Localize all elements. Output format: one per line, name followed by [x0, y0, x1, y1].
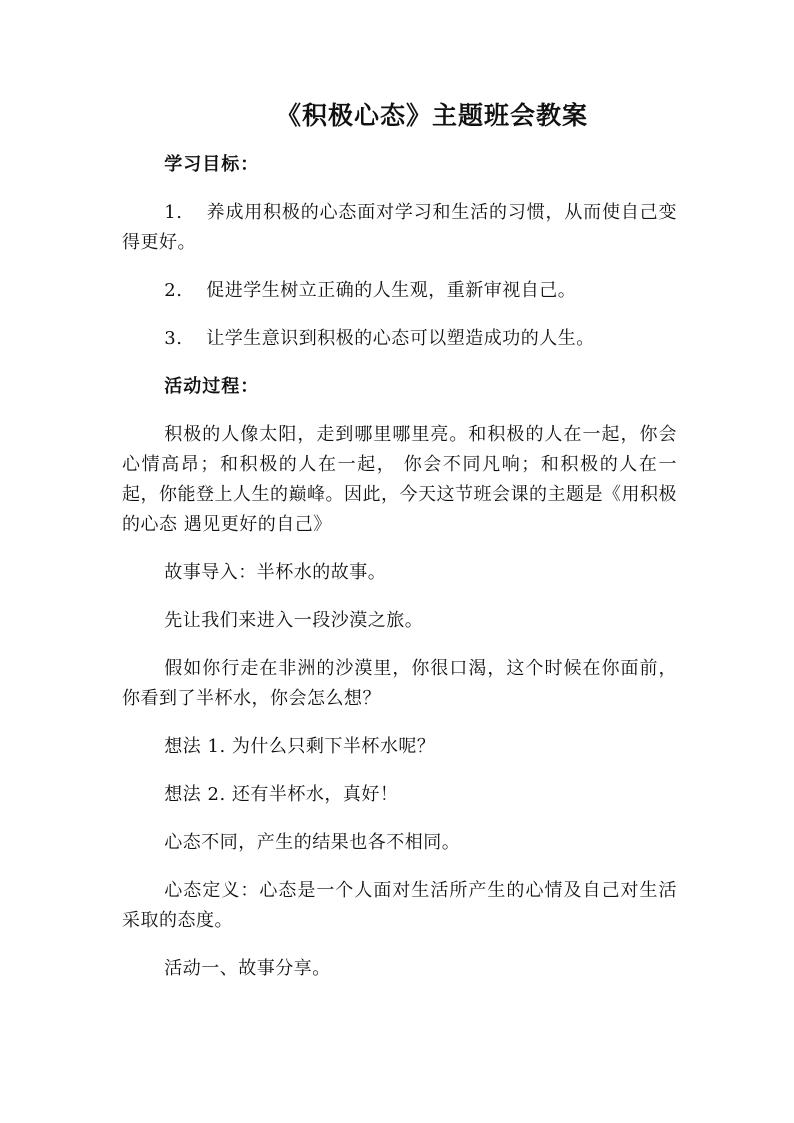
body-paragraph: 故事导入：半杯水的故事。: [164, 562, 387, 583]
body-paragraph: 想法 2. 还有半杯水，真好！: [164, 784, 399, 805]
goal-number: 2.: [164, 280, 183, 301]
body-paragraph: 心态定义：心态是一个人面对生活所产生的心情及自己对生活采取的态度。: [122, 880, 677, 931]
goal-item: [122, 276, 677, 306]
body-paragraph: 先让我们来进入一段沙漠之旅。: [164, 610, 424, 631]
body-paragraph: 心态不同，产生的结果也各不相同。: [164, 832, 461, 853]
body-paragraph: 积极的人像太阳，走到哪里哪里亮。和积极的人在一起，你会心情高昂；和积极的人在一起， 你会不同凡响；和积极的人在一起，你能登上人生的巅峰。因此，今天这节班会课的主题是《用积极的心态 遇见更好的自己》: [122, 424, 677, 535]
goal-number: 1.: [164, 202, 183, 223]
goal-text: 促进学生树立正确的人生观，重新审视自己。: [206, 280, 577, 301]
goal-text: 养成用积极的心态面对学习和生活的习惯，从而使自己变得更好。: [122, 202, 677, 253]
body-paragraph: 活动一、故事分享。: [164, 958, 331, 979]
goal-number: 3.: [164, 328, 183, 349]
body-paragraph: 想法 1. 为什么只剩下半杯水呢？: [164, 736, 436, 757]
document-body: [122, 150, 677, 1002]
goals-heading: 学习目标：: [164, 154, 260, 175]
body-paragraph: 假如你行走在非洲的沙漠里，你很口渴，这个时候在你面前，你看到了半杯水，你会怎么想？: [122, 658, 677, 709]
document-title: 《积极心态》主题班会教案: [275, 101, 588, 130]
goal-item: [122, 198, 677, 258]
process-heading: 活动过程：: [164, 376, 260, 397]
goal-text: 让学生意识到积极的心态可以塑造成功的人生。: [206, 328, 595, 349]
goal-item: [122, 324, 677, 354]
